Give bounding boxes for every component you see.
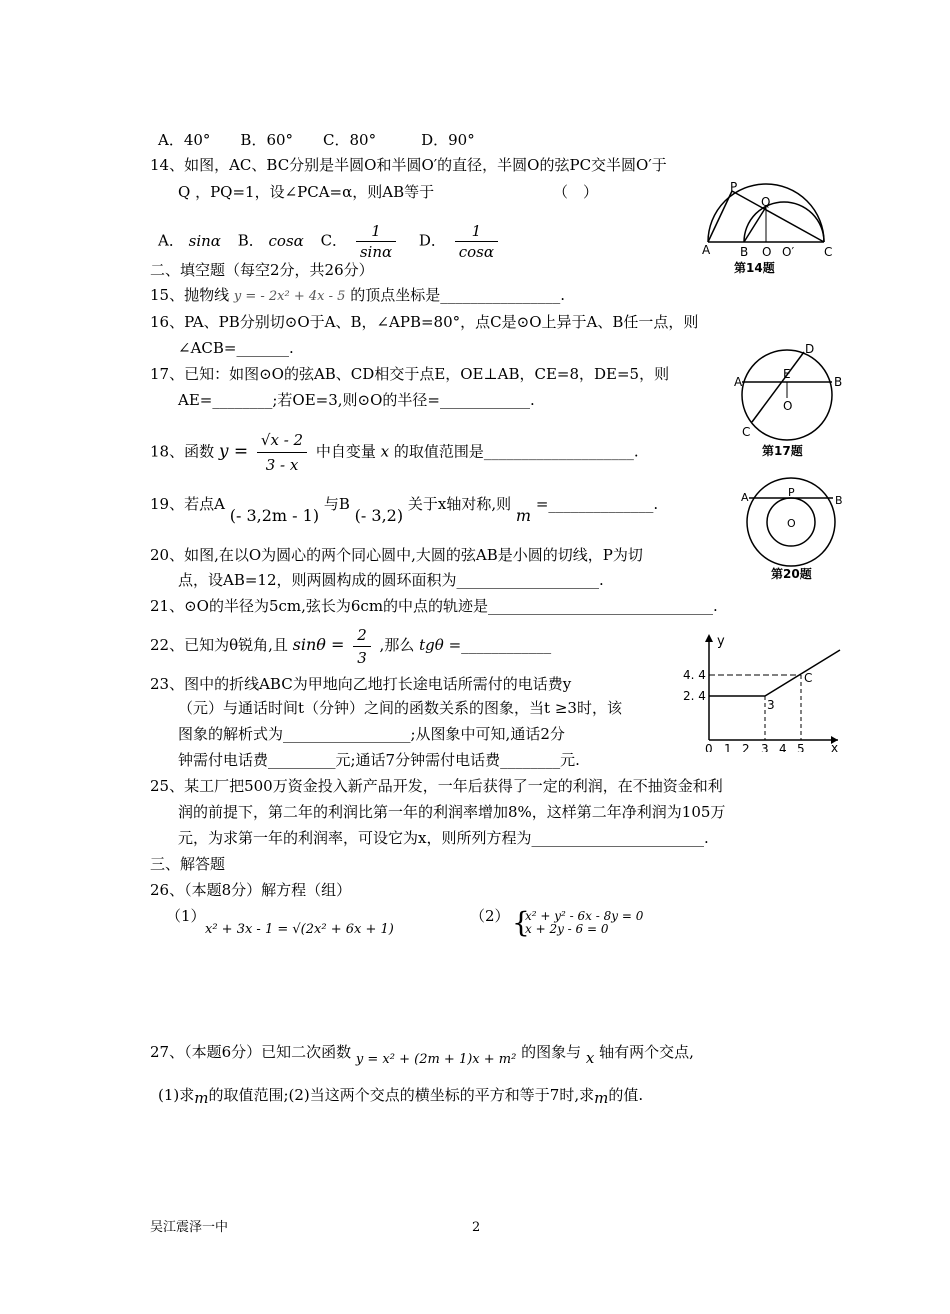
q14-opt-b-expr: cosα [268, 231, 304, 250]
fig14-label-b: B [740, 245, 749, 259]
fig20-label-a: A [741, 491, 749, 504]
q18-y: y = [218, 441, 249, 462]
q26-eq2b: x + 2y - 6 = 0 [525, 922, 609, 936]
q14-d-num: 1 [455, 221, 498, 242]
q15-suffix: 的顶点坐标是________________. [350, 286, 565, 304]
q22 [150, 622, 551, 669]
q14-line1: 14、如图，AC、BC分别是半圆O和半圆O′的直径，半圆O的弦PC交半圆O′于 [150, 156, 667, 174]
q16-line2: ∠ACB=_______. [178, 339, 294, 357]
fig23-y-tick-2-4: 2. 4 [683, 689, 706, 703]
q19 [150, 494, 659, 525]
q27-suffix2: 轴有两个交点, [599, 1043, 694, 1061]
q21: 21、⊙O的半径为5cm,弦长为6cm的中点的轨迹是______________________________. [150, 597, 718, 615]
fig23-series-line [709, 650, 840, 696]
fig23-point-b-label: 3 [767, 698, 775, 712]
q18-prefix: 18、函数 [150, 442, 215, 461]
q18-mid: 中自变量 [315, 442, 376, 461]
q14-opt-d: D． [418, 231, 446, 250]
q27-m1: m [194, 1089, 209, 1107]
fig23-x-tick-3: 3 [761, 742, 769, 752]
fig20-label-o: O [787, 517, 796, 530]
fig17-label-c: C [742, 425, 751, 439]
footer-school: 吴江震泽一中 [150, 1220, 229, 1235]
q14-options [158, 221, 502, 262]
fig23-x-tick-4: 4 [779, 742, 787, 752]
q27-line2b: 的取值范围;(2)当这两个交点的横坐标的平方和等于7时,求 [208, 1086, 595, 1104]
q14-line2: Q ，PQ=1，设∠PCA=α，则AB等于 [178, 183, 435, 201]
fig14-label-c: C [824, 245, 833, 259]
q14-c-num: 1 [356, 221, 396, 242]
q23-line2a: （元）与通话时间t（分钟）之间的函数关系的图象，当 [178, 699, 545, 717]
fig23-y-label: y [717, 634, 725, 649]
q22-num: 2 [353, 624, 371, 647]
q14-opt-a-expr: sinα [188, 231, 221, 250]
q27-x: x [585, 1049, 595, 1067]
q14-opt-c: C． [320, 231, 348, 250]
fig14-label-o: O [762, 245, 772, 259]
fig17-label-e: E [783, 367, 791, 381]
q14-opt-b: B． [237, 231, 264, 250]
footer-page-number: 2 [472, 1220, 481, 1235]
q27-suffix1: 的图象与 [521, 1043, 582, 1061]
q27-prefix: 27、（本题6分）已知二次函数 [150, 1043, 352, 1061]
q19-p1: 19、若点A [150, 495, 225, 513]
fig14-label-a: A [702, 243, 711, 257]
q26-part1-label: （1） [166, 907, 206, 925]
fig14-caption: 第14题 [734, 261, 775, 275]
q23-line4: 钟需付电话费_________元;通话7分钟需付电话费________元. [178, 751, 580, 769]
q19-point-a: (- 3,2m - 1) [229, 506, 320, 525]
q19-p3: 关于x轴对称,则 [407, 495, 512, 513]
fig17-label-b: B [834, 375, 843, 389]
q17-line2: AE=________;若OE=3,则⊙O的半径=____________. [178, 391, 535, 409]
q14-c-den: sinα [359, 243, 393, 261]
section-2-title: 二、填空题（每空2分，共26分） [150, 261, 374, 279]
fig23-x-tick-0: 0 [705, 742, 713, 752]
q19-p2: 与B [323, 495, 350, 513]
figure-17 [732, 342, 847, 460]
fig20-caption: 第20题 [771, 567, 812, 581]
q25-line1: 25、某工厂把500万资金投入新产品开发，一年后获得了一定的利润，在不抽资金和利 [150, 777, 723, 795]
q27-line2c: 的值. [608, 1086, 644, 1104]
q27-m2: m [594, 1089, 609, 1107]
q23-line2b: t ≥3时，该 [544, 699, 622, 717]
q14-d-den: cosα [458, 243, 494, 261]
fig14-label-p: P [730, 180, 738, 194]
fig23-point-c-label: C [804, 671, 813, 685]
fig17-caption: 第17题 [762, 444, 803, 458]
fig23-x-label: x [831, 741, 839, 752]
q23-line3: 图象的解析式为_________________;从图象中可知,通话2分 [178, 725, 565, 743]
q19-point-b: (- 3,2) [354, 506, 404, 525]
q15-prefix: 15、抛物线 [150, 286, 230, 304]
q22-sin: sinθ = [292, 635, 345, 654]
q22-tg: tgθ [419, 636, 444, 654]
figure-20 [735, 470, 850, 585]
q18-suffix: 的取值范围是____________________. [393, 442, 639, 461]
fig20-label-p: P [788, 486, 795, 499]
q22-suffix: ,那么 [379, 636, 415, 654]
fig23-y-tick-4-4: 4. 4 [683, 668, 706, 682]
q19-p4: =______________. [535, 495, 659, 513]
q14-opt-a: A． [158, 231, 184, 250]
q26-title: 26、（本题8分）解方程（组） [150, 881, 352, 899]
q26-brace: { [512, 906, 530, 939]
q18-var: x [380, 442, 390, 461]
q27-line2a: (1)求 [158, 1086, 195, 1104]
q27-line2 [158, 1085, 643, 1105]
fig23-x-tick-1: 1 [724, 742, 732, 752]
q23-line2 [178, 698, 622, 718]
figure-14 [700, 180, 840, 280]
q17-line1: 17、已知：如图⊙O的弦AB、CD相交于点E，OE⊥AB，CE=8，DE=5，则 [150, 365, 670, 383]
q15 [150, 285, 565, 307]
q26-eq1: x² + 3x - 1 = √(2x² + 6x + 1) [205, 922, 394, 937]
q18-num: √x - 2 [257, 428, 307, 453]
fig14-label-q: Q [761, 195, 771, 209]
fig20-label-b: B [835, 494, 843, 507]
fig23-x-tick-2: 2 [742, 742, 750, 752]
q23-line1: 23、图中的折线ABC为甲地向乙地打长途电话所需付的电话费y [150, 675, 572, 693]
fig14-label-o-prime: O′ [782, 245, 795, 259]
fig17-label-d: D [805, 342, 815, 356]
q22-prefix: 22、已知为θ锐角,且 [150, 636, 288, 654]
q18 [150, 428, 639, 477]
q25-line3: 元，为求第一年的利润率，可设它为x，则所列方程为_______________________. [178, 829, 709, 847]
q25-line2: 润的前提下，第二年的利润比第一年的利润率增加8%，这样第二年净利润为105万 [178, 803, 726, 821]
q19-m: m [515, 506, 532, 525]
q15-expr: y = - 2x² + 4x - 5 [233, 289, 346, 304]
q27-expr: y = x² + (2m + 1)x + m² [355, 1052, 517, 1067]
q20-line1: 20、如图,在以O为圆心的两个同心圆中,大圆的弦AB是小圆的切线，P为切 [150, 546, 643, 564]
q18-den: 3 - x [265, 456, 299, 474]
fig23-x-tick-5: 5 [797, 742, 805, 752]
q22-den: 3 [357, 648, 367, 667]
q14-paren: （ ） [553, 183, 599, 201]
q20-line2: 点，设AB=12，则两圆构成的圆环面积为___________________. [178, 571, 604, 589]
q22-blank: =____________ [448, 636, 552, 654]
figure-23-chart [683, 632, 848, 752]
q16-line1: 16、PA、PB分别切⊙O于A、B，∠APB=80°，点C是⊙O上异于A、B任一点，则 [150, 313, 699, 331]
fig17-label-a: A [734, 375, 743, 389]
q13-options: A．40° B．60° C．80° D．90° [158, 131, 475, 149]
q26-eq2a: x² + y² - 6x - 8y = 0 [525, 909, 644, 923]
section-3-title: 三、解答题 [150, 855, 226, 873]
fig17-label-o: O [783, 399, 793, 413]
q27-line1 [150, 1038, 694, 1068]
q26-part2-label: （2） [470, 907, 510, 925]
